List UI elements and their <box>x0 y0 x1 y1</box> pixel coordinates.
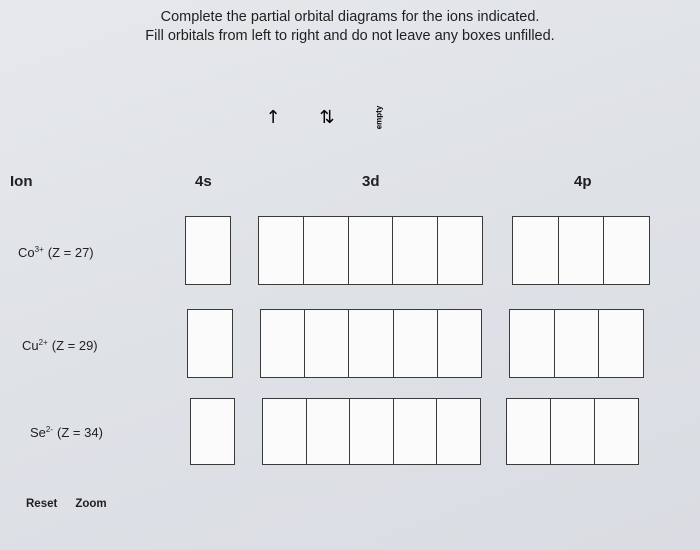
3d-drop-group <box>260 309 482 378</box>
ion-element: Cu <box>22 338 39 353</box>
3d-drop-box[interactable] <box>394 399 438 464</box>
4p-drop-box[interactable] <box>595 399 638 464</box>
4p-drop-box[interactable] <box>513 217 559 284</box>
ion-charge: 2- <box>45 425 54 434</box>
ion-element: Co <box>18 245 35 260</box>
ion-charge: 2+ <box>38 338 48 347</box>
paired-arrows-tile[interactable]: ⇅ <box>314 104 340 130</box>
4p-drop-group <box>512 216 650 285</box>
ion-element: Se <box>30 425 46 440</box>
single-arrow-tile[interactable]: ↑ <box>263 104 283 130</box>
4s-column-header: 4s <box>195 173 212 190</box>
3d-drop-box[interactable] <box>307 399 351 464</box>
ion-label-cu <box>22 338 98 353</box>
3d-drop-box[interactable] <box>438 217 482 284</box>
ion-row-cu <box>0 308 700 380</box>
3d-drop-box[interactable] <box>259 217 304 284</box>
ion-label-se <box>30 425 103 440</box>
reset-button[interactable]: Reset <box>26 498 58 510</box>
3d-drop-box[interactable] <box>437 399 480 464</box>
instructions-line-2: Fill orbitals from left to right and do not leave any boxes unfilled. <box>145 28 555 44</box>
4s-drop-box[interactable] <box>190 398 235 465</box>
3d-drop-box[interactable] <box>350 399 394 464</box>
3d-drop-box[interactable] <box>304 217 349 284</box>
ion-atomic-number: (Z = 29) <box>51 338 98 353</box>
controls <box>26 498 107 510</box>
4s-drop-box[interactable] <box>187 309 233 378</box>
4p-drop-box[interactable] <box>559 217 605 284</box>
ion-row-se <box>0 397 700 469</box>
empty-tile-label: empty <box>374 105 384 129</box>
3d-drop-box[interactable] <box>438 310 481 377</box>
3d-drop-box[interactable] <box>349 310 393 377</box>
ion-label-co <box>18 245 94 260</box>
3d-drop-box[interactable] <box>349 217 394 284</box>
ion-atomic-number: (Z = 34) <box>57 425 103 440</box>
3d-drop-box[interactable] <box>261 310 305 377</box>
zoom-button[interactable]: Zoom <box>75 498 107 510</box>
ion-charge: 3+ <box>34 245 44 254</box>
4p-drop-box[interactable] <box>510 310 555 377</box>
ion-row-co <box>0 215 700 287</box>
arrow-palette <box>0 100 700 136</box>
4p-drop-group <box>506 398 639 465</box>
3d-drop-box[interactable] <box>394 310 438 377</box>
4p-drop-group <box>509 309 644 378</box>
4p-drop-box[interactable] <box>604 217 649 284</box>
3d-column-header: 3d <box>362 173 380 190</box>
3d-drop-box[interactable] <box>393 217 438 284</box>
3d-drop-group <box>262 398 481 465</box>
instructions-line-1: Complete the partial orbital diagrams for the ions indicated. <box>160 9 540 25</box>
3d-drop-group <box>258 216 483 285</box>
4p-drop-box[interactable] <box>507 399 551 464</box>
empty-tile[interactable] <box>368 100 390 134</box>
ion-column-header: Ion <box>10 173 33 190</box>
ion-atomic-number: (Z = 27) <box>47 245 94 260</box>
3d-drop-box[interactable] <box>263 399 307 464</box>
3d-drop-box[interactable] <box>305 310 349 377</box>
4p-drop-box[interactable] <box>555 310 600 377</box>
4p-drop-box[interactable] <box>551 399 595 464</box>
4p-drop-box[interactable] <box>599 310 643 377</box>
4s-drop-box[interactable] <box>185 216 231 285</box>
4p-column-header: 4p <box>574 173 592 190</box>
instructions <box>100 8 600 46</box>
